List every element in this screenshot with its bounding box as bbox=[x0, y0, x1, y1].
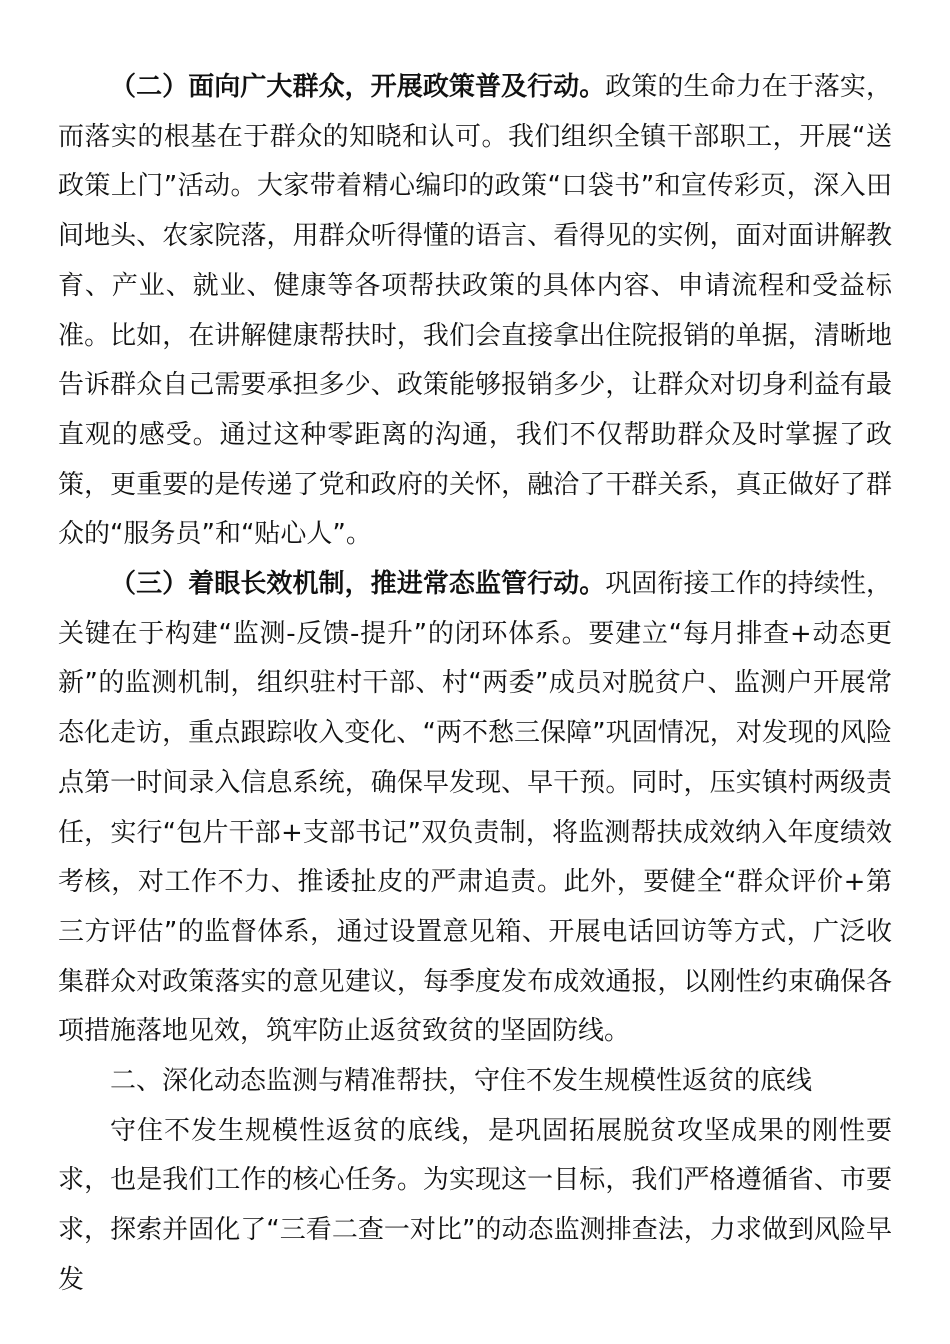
document-page bbox=[58, 63, 892, 1306]
paragraph-body-policy-outreach: 政策的生命力在于落实，而落实的根基在于群众的知晓和认可。我们组织全镇干部职工，开展“送政策上门”活动。大家带着精心编印的政策“口袋书”和宣传彩页，深入田间地头、农家院落，用群众听得懂的语言、看得见的实例，面对面讲解教育、产业、就业、健康等各项帮扶政策的具体内容、申请流程和受益标准。比如，在讲解健康帮扶时，我们会直接拿出住院报销的单据，清晰地告诉群众自己需要承担多少、政策能够报销多少，让群众对切身利益有最直观的感受。通过这种零距离的沟通，我们不仅帮助群众及时掌握了政策，更重要的是传递了党和政府的关怀，融洽了干群关系，真正做好了群众的“服务员”和“贴心人”。 bbox=[58, 72, 892, 550]
paragraph-long-term-mechanism bbox=[58, 560, 892, 1057]
section-heading-dynamic-monitoring: 二、深化动态监测与精准帮扶，守住不发生规模性返贫的底线 bbox=[110, 1066, 813, 1097]
paragraph-policy-outreach bbox=[58, 63, 892, 560]
subheading-long-term-mechanism: （三）着眼长效机制，推进常态监管行动。 bbox=[110, 569, 606, 600]
paragraph-body-long-term-mechanism: 巩固衔接工作的持续性，关键在于构建“监测-反馈-提升”的闭环体系。要建立“每月排查+动态更新”的监测机制，组织驻村干部、村“两委”成员对脱贫户、监测户开展常态化走访，重点跟踪收入变化、“两不愁三保障”巩固情况，对发现的风险点第一时间录入信息系统，确保早发现、早干预。同时，压实镇村两级责任，实行“包片干部+支部书记”双负责制，将监测帮扶成效纳入年度绩效考核，对工作不力、推诿扯皮的严肃追责。此外，要健全“群众评价+第三方评估”的监督体系，通过设置意见箱、开展电话回访等方式，广泛收集群众对政策落实的意见建议，每季度发布成效通报，以刚性约束确保各项措施落地见效，筑牢防止返贫致贫的坚固防线。 bbox=[58, 569, 892, 1047]
subheading-policy-outreach: （二）面向广大群众，开展政策普及行动。 bbox=[110, 72, 606, 102]
paragraph-dynamic-monitoring-intro: 守住不发生规模性返贫的底线，是巩固拓展脱贫攻坚成果的刚性要求，也是我们工作的核心任务。为实现这一目标，我们严格遵循省、市要求，探索并固化了“三看二查一对比”的动态监测排查法，力求做到风险早发 bbox=[58, 1115, 892, 1295]
